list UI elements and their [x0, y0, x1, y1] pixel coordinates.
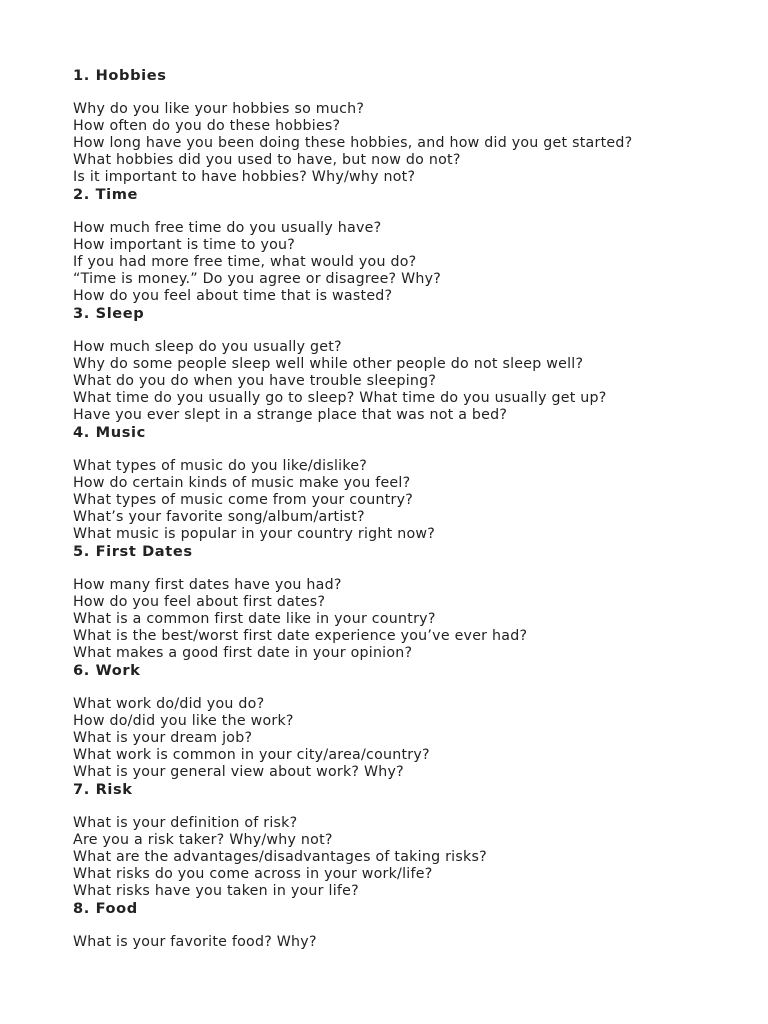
question-line: What is your dream job?: [73, 730, 253, 746]
question-line: Why do you like your hobbies so much?: [73, 101, 365, 117]
question-line: How important is time to you?: [73, 237, 296, 253]
spacer: [73, 84, 753, 101]
question-line: What’s your favorite song/album/artist?: [73, 509, 365, 525]
question-line: What time do you usually go to sleep? What time do you usually get up?: [73, 390, 607, 406]
section-heading: 3. Sleep: [73, 305, 145, 322]
question-line: How much free time do you usually have?: [73, 220, 382, 236]
question-line: How do/did you like the work?: [73, 713, 294, 729]
question-line: If you had more free time, what would you do?: [73, 254, 417, 270]
section-heading: 2. Time: [73, 186, 139, 203]
spacer: [73, 679, 753, 696]
question-line: What music is popular in your country right now?: [73, 526, 436, 542]
question-line: Are you a risk taker? Why/why not?: [73, 832, 333, 848]
section-first-dates: [73, 543, 753, 662]
question-line: What work do/did you do?: [73, 696, 265, 712]
spacer: [73, 203, 753, 220]
section-heading: 5. First Dates: [73, 543, 193, 560]
document-page: [73, 67, 753, 951]
question-line: What do you do when you have trouble sleeping?: [73, 373, 437, 389]
question-line: How do you feel about first dates?: [73, 594, 326, 610]
section-hobbies: [73, 67, 753, 186]
section-work: [73, 662, 753, 781]
question-line: What is the best/worst first date experience you’ve ever had?: [73, 628, 528, 644]
question-line: How do you feel about time that is wasted?: [73, 288, 393, 304]
section-risk: [73, 781, 753, 900]
section-heading: 8. Food: [73, 900, 138, 917]
question-line: Have you ever slept in a strange place that was not a bed?: [73, 407, 508, 423]
question-line: How much sleep do you usually get?: [73, 339, 342, 355]
spacer: [73, 441, 753, 458]
question-line: What types of music come from your country?: [73, 492, 414, 508]
question-line: What is your general view about work? Why?: [73, 764, 404, 780]
spacer: [73, 322, 753, 339]
question-line: What makes a good first date in your opinion?: [73, 645, 413, 661]
section-food: [73, 900, 753, 951]
question-line: Is it important to have hobbies? Why/why not?: [73, 169, 416, 185]
question-line: What hobbies did you used to have, but now do not?: [73, 152, 461, 168]
question-line: What is your definition of risk?: [73, 815, 298, 831]
question-line: How do certain kinds of music make you feel?: [73, 475, 411, 491]
section-heading: 1. Hobbies: [73, 67, 167, 84]
question-line: What risks do you come across in your work/life?: [73, 866, 433, 882]
question-line: How long have you been doing these hobbies, and how did you get started?: [73, 135, 633, 151]
spacer: [73, 798, 753, 815]
section-music: [73, 424, 753, 543]
question-line: How often do you do these hobbies?: [73, 118, 341, 134]
question-line: What is your favorite food? Why?: [73, 934, 317, 950]
question-line: What risks have you taken in your life?: [73, 883, 359, 899]
section-time: [73, 186, 753, 305]
question-line: Why do some people sleep well while other people do not sleep well?: [73, 356, 584, 372]
spacer: [73, 560, 753, 577]
question-line: What is a common first date like in your country?: [73, 611, 436, 627]
section-heading: 7. Risk: [73, 781, 133, 798]
section-heading: 6. Work: [73, 662, 141, 679]
question-line: What work is common in your city/area/country?: [73, 747, 430, 763]
spacer: [73, 917, 753, 934]
question-line: What are the advantages/disadvantages of taking risks?: [73, 849, 487, 865]
section-sleep: [73, 305, 753, 424]
section-heading: 4. Music: [73, 424, 146, 441]
question-line: How many first dates have you had?: [73, 577, 342, 593]
question-line: “Time is money.” Do you agree or disagree? Why?: [73, 271, 442, 287]
question-line: What types of music do you like/dislike?: [73, 458, 368, 474]
